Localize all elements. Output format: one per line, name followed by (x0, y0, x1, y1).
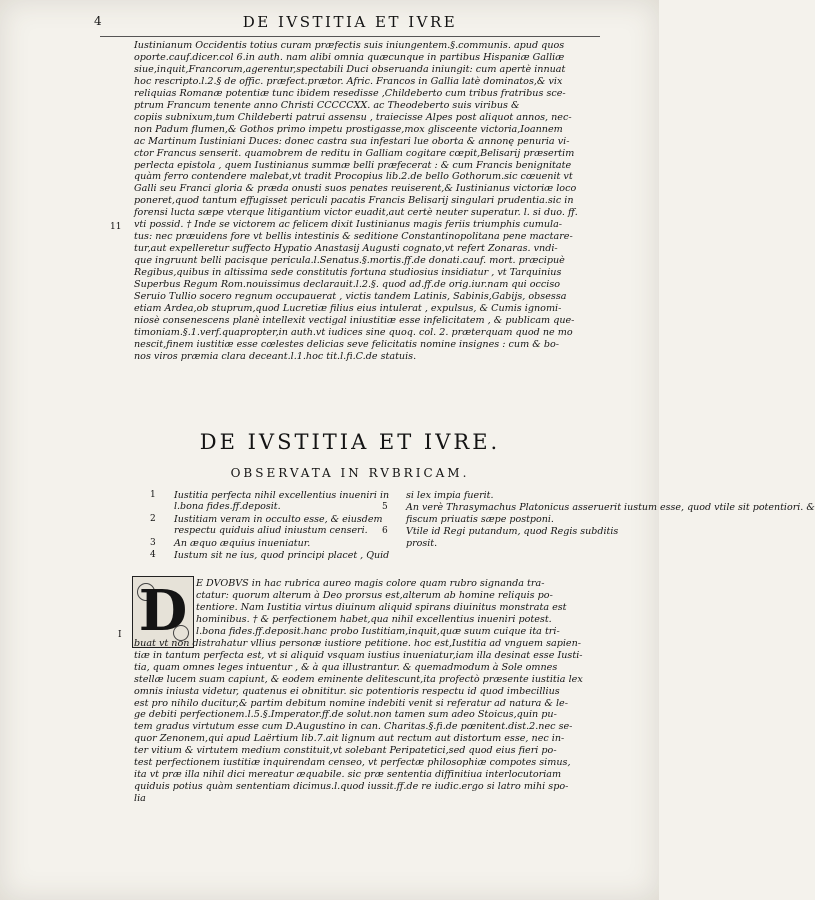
summary-number: 5 (382, 502, 388, 513)
running-head: DE IVSTITIA ET IVRE (242, 13, 458, 31)
text-line: quiduis potius quàm sententiam dicimus.l.quod iussit.ff.de re iudic.ergo si latro mihi spo- (134, 781, 569, 793)
text-line: forensi lucta sæpe vterque litigantium victor euadit,aut certè neuter superatur. l. si duo. ff. (134, 207, 578, 219)
summary-item (382, 502, 815, 525)
summary-line: si lex impia fuerit. (406, 490, 494, 501)
summary-line: An æquo æquius inueniatur. (174, 537, 311, 549)
text-line: timoniam.§.1.verf.quapropter,in auth.vt iudices sine quoq. col. 2. præterquam quod ne mo (134, 326, 573, 338)
summary-item (150, 538, 355, 549)
summary-number: 1 (150, 490, 156, 500)
page-number: 4 (94, 14, 102, 28)
text-line: est pro nihilo ducitur,& partim debitum nomine indebiti venit si referatur ad natura & le- (134, 697, 568, 709)
summary-item (150, 490, 390, 513)
text-line: stellæ lucem suam capiunt, & eodem eminente delitescunt,ita profectò præsente iustitia lex (134, 673, 583, 685)
text-line: reliquias Romanæ potentiæ tunc ibidem resedisse ,Childeberto cum tribus fratribus sce- (134, 87, 566, 99)
summary-line: An verè Thrasymachus Platonicus asseruerit iustum esse, quod vtile sit potentiori. & (406, 502, 815, 514)
summary-item (382, 526, 619, 549)
summary-line: Iustitia perfecta nihil excellentius inueniri in (174, 490, 390, 501)
text-line: vti possid. † Inde se victorem ac felicem dixit Iustinianus magis feriis triumphis cumula- (134, 219, 563, 231)
text-line: siue,inquit,Francorum,agerentur,spectabili Duci obseruanda iniungit: cum apertè innuat (134, 63, 566, 75)
summary-number: 6 (382, 526, 388, 537)
text-line: perlecta epistola , quem Iustinianus summæ belli præfecerat : & cum Francis benignitate (134, 159, 572, 171)
summary-line: Iustum sit ne ius, quod principi placet , Quid (174, 550, 390, 562)
margin-number: 11 (110, 222, 122, 232)
margin-number: I (118, 630, 122, 640)
summary-number: 4 (150, 550, 156, 561)
paragraph-commentary (134, 40, 582, 363)
text-line: Regibus,quibus in altissima sede constitutis fortuna studiosius insidiatur , vt Tarquinius (134, 267, 562, 279)
text-line: tem gradus virtutum esse cum D.Augustino in can. Charitas.§.fi.de pœnitent.dist.2.nec se- (134, 721, 573, 733)
text-line: Galli seu Franci gloria & præda onusti suos penates reuiserent,& Iustinianus victoriæ loco (134, 183, 577, 195)
paragraph-rubric (134, 578, 583, 805)
text-line: tur,aut expelleretur suffecto Hypatio Anastasij Augusti cognato,vt refert Zonaras. vndi- (134, 243, 558, 255)
text-line: Seruio Tullio socero regnum occupauerat , victis tandem Latinis, Sabinis,Gabijs, obsessa (134, 291, 567, 303)
text-line: Iustinianum Occidentis totius curam præfectis suis iniungentem.§.communis. apud quos (134, 40, 565, 51)
text-line: ac Martinum Iustiniani Duces: donec castra sua infestari lue oborta & annonę penuria vi- (134, 135, 570, 147)
summary-line: respectu quiduis aliud iniustum censeri. (174, 525, 368, 537)
text-line: hoc rescripto.l.2.§ de offic. præfect.prætor. Afric. Francos in Gallia latè dominatos,& vix (134, 75, 563, 87)
summary-item (150, 513, 383, 537)
text-line: ctatur: quorum alterum à Deo prorsus est,alterum ab homine reliquis po- (196, 589, 553, 601)
text-line: omnis iniusta videtur, quatenus ei obnititur. sic potentioris respectu id quod imbecillius (134, 685, 560, 697)
summary-line: prosit. (406, 537, 438, 549)
text-line: etiam Ardea,ob stuprum,quod Lucretiæ filius eius intulerat , expulsus, & Cumis ignomi- (134, 302, 562, 314)
summary-column-left (150, 490, 390, 562)
summary-line: l.bona fides.ff.deposit. (174, 501, 281, 513)
section-subtitle: OBSERVATA IN RVBRICAM. (230, 466, 470, 480)
text-line: ctor Francus senserit. quamobrem de reditu in Galliam cogitare cœpit,Belisarij præsertim (134, 147, 575, 159)
summary-line: Iustitiam veram in occulto esse, & eiusdem (174, 513, 383, 525)
text-line: nos viros præmia clara deceant.l.1.hoc tit.l.fi.C.de statuis. (134, 350, 417, 362)
text-line: niosè consenescens planè intellexit vectigal iniustitiæ esse infelicitatem , & publicam que- (134, 314, 575, 326)
text-line: oporte.cauf.dicer.col 6.in auth. nam alibi omnia quæcunque in partibus Hispaniæ Galliæ (134, 51, 565, 63)
text-line: test perfectionem iustitiæ inquirendam censeo, vt perfectæ philosophiæ compotes simus, (134, 757, 571, 769)
text-line: non Padum flumen,& Gothos primo impetu prostigasse,mox glisceente victoria,Ioannem (134, 123, 563, 135)
text-line: hominibus. † & perfectionem habet,qua nihil excellentius inueniri potest. (196, 613, 552, 625)
page-header (94, 10, 600, 37)
text-line: ita vt præ illa nihil dici mereatur æquabile. sic præ sententia diffinitiua interlocutoriam (134, 769, 562, 781)
text-line: E DVOBVS in hac rubrica aureo magis colore quam rubro signanda tra- (196, 578, 545, 589)
initial-letter: D (138, 578, 188, 644)
text-line: poneret,quod tantum effugisset periculi pacatis Francis Belisarij singulari prudentia.sic in (134, 195, 574, 207)
text-line: ter vitium & virtutem medium constituit,vt solebant Peripatetici,sed quod eius fieri po- (134, 745, 557, 757)
text-line: tus: nec præuidens fore vt bellis intestinis & seditione Constantinopolitana pene mactare- (134, 231, 573, 243)
text-line: que ingruunt belli pacisque pericula.l.Senatus.§.mortis.ff.de donati.cauf. mort. præcipuè (134, 255, 565, 267)
text-line: tiæ in tantum perfecta est, vt si aliquid vsquam iustius inueniatur,iam illa desinat esse Iusti- (134, 649, 583, 661)
summary-number: 2 (150, 513, 156, 524)
summary-item (150, 550, 390, 562)
text-line: quor Zenonem,qui apud Laërtium lib.7.ait lignum aut rectum aut distortum esse, nec in- (134, 733, 565, 745)
summary-line: Vtile id Regi putandum, quod Regis subditis (406, 526, 619, 538)
text-line: ge debiti perfectionem.l.5.§.Imperator.ff.de solut.non tamen sum adeo Stoicus,quin pu- (134, 709, 557, 721)
text-line: lia (134, 793, 146, 805)
text-line: ptrum Francum tenente anno Christi CCCCCXX. ac Theodeberto suis viribus & (134, 99, 520, 111)
text-line: copiis subnixum,tum Childeberti patrui assensu , traiecisse Alpes post aliquot annos, nec- (134, 111, 572, 123)
text-line: buat vt non distrahatur vllius personæ iustiore petitione. hoc est,Iustitia ad vnguem sapien- (134, 637, 582, 649)
summary-number: 3 (150, 537, 156, 548)
section-title: DE IVSTITIA ET IVRE. (199, 430, 501, 454)
summary-line: fiscum priuatis sæpe postponi. (406, 513, 554, 525)
text-line: tia, quam omnes leges intuentur , & à qua illustrantur. & quemadmodum à Sole omnes (134, 661, 558, 673)
text-line: nescit,finem iustitiæ esse cœlestes delicias seve felicitatis nomine insignes : cum & bo- (134, 338, 559, 350)
text-line: Superbus Regum Rom.nouissimus declarauit.l.2.§. quod ad.ff.de orig.iur.nam qui occiso (134, 279, 561, 291)
summary-column-right (382, 490, 815, 550)
text-line: tentiore. Nam Iustitia virtus diuinum aliquid spirans diuinitus monstrata est (196, 601, 567, 613)
text-line: quàm ferro contendere malebat,vt tradit Procopius lib.2.de bello Gothorum.sic cœuenit vt (134, 171, 573, 183)
text-line: l.bona fides.ff.deposit.hanc probo Iustitiam,inquit,quæ suum cuique ita tri- (196, 625, 560, 637)
summary-item (382, 490, 587, 501)
